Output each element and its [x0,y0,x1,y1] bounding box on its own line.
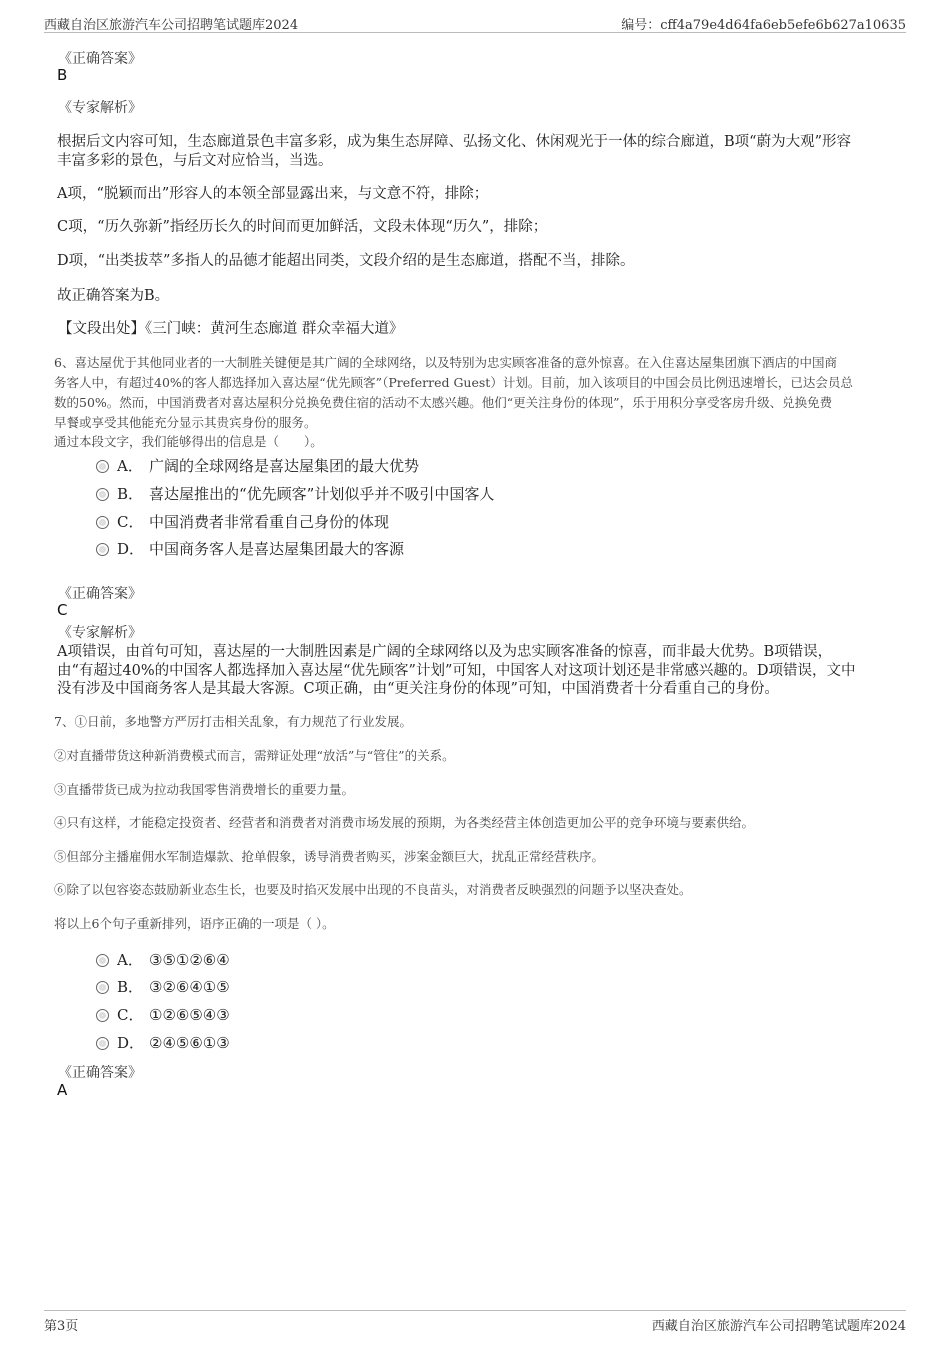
radio-icon[interactable] [96,1009,109,1022]
q5-option-a-note: A项，“脱颖而出”形容人的本领全部显露出来，与文意不符，排除； [57,186,489,202]
q5-analysis-line-2: 丰富多彩的景色，与后文对应恰当，当选。 [57,153,333,169]
q5-analysis-label: 《专家解析》 [58,100,142,116]
page-header [44,12,906,33]
radio-icon[interactable] [96,516,109,529]
q7-sentence-4: ④只有这样，才能稳定投资者、经营者和消费者对消费市场发展的预期，为各类经营主体创造更加公平的竞争环境与要素供给。 [54,815,755,830]
header-title: 西藏自治区旅游汽车公司招聘笔试题库2024 [44,18,299,33]
q7-answer-label: 《正确答案》 [58,1065,142,1081]
page-number: 第3页 [44,1319,79,1334]
q6-option-c[interactable] [96,511,389,532]
q5-analysis-line-1: 根据后文内容可知，生态廊道景色丰富多彩，成为集生态屏障、弘扬文化、休闲观光于一体的综合廊道，B项“蔚为大观”形容 [57,134,851,150]
q7-sentence-3: ③直播带货已成为拉动我国零售消费增长的重要力量。 [54,782,355,797]
q6-answer: C [57,601,68,619]
q5-source: 【文段出处】《三门峡：黄河生态廊道 群众幸福大道》 [58,321,404,337]
header-doc-id: 编号：cff4a79e4d64fa6eb5efe6b627a10635 [621,18,906,33]
q7-option-b[interactable] [96,976,230,997]
option-letter: D． [117,1034,145,1052]
option-letter: C． [117,513,144,531]
option-letter: A． [117,951,143,969]
q7-sentence-2: ②对直播带货这种新消费模式而言，需辩证处理“放活”与“管住”的关系。 [54,748,455,763]
radio-icon[interactable] [96,460,109,473]
radio-icon[interactable] [96,488,109,501]
q6-stem-line-1: 6、喜达屋优于其他同业者的一大制胜关键便是其广阔的全球网络，以及特别为忠实顾客准备的意外惊喜。在入住喜达屋集团旗下酒店的中国商 [54,355,837,370]
q6-option-a[interactable] [96,455,419,476]
page-footer [44,1310,906,1335]
option-letter: D． [117,540,145,558]
option-letter: B． [117,978,144,996]
option-text: ③⑤①②⑥④ [149,951,230,969]
radio-icon[interactable] [96,981,109,994]
option-text: 喜达屋推出的“优先顾客”计划似乎并不吸引中国客人 [149,485,495,503]
option-text: ②④⑤⑥①③ [149,1034,230,1052]
q6-stem-line-4: 早餐或享受其他能充分显示其贵宾身份的服务。 [54,415,317,430]
q6-stem-line-3: 数的50%。然而，中国消费者对喜达屋积分兑换免费住宿的活动不太感兴趣。他们“更关注身份的体现”，乐于用积分享受客房升级、兑换免费 [54,395,833,410]
option-text: 中国商务客人是喜达屋集团最大的客源 [149,540,405,558]
q6-option-d[interactable] [96,538,404,559]
q5-option-d-note: D项，“出类拔萃”多指人的品德才能超出同类，文段介绍的是生态廊道，搭配不当，排除。 [57,253,635,269]
q6-analysis-line-2: 由“有超过40%的中国客人都选择加入喜达屋“优先顾客”计划”可知，中国客人对这项计划还是非常感兴趣的。D项错误，文中 [57,663,856,679]
option-letter: B． [117,485,144,503]
radio-icon[interactable] [96,1037,109,1050]
q6-stem-line-2: 务客人中，有超过40%的客人都选择加入喜达屋“优先顾客”（Preferred Guest）计划。目前，加入该项目的中国会员比例迅速增长，已达会员总 [54,375,853,390]
q6-answer-label: 《正确答案》 [58,586,142,602]
footer-title: 西藏自治区旅游汽车公司招聘笔试题库2024 [651,1319,906,1334]
q7-option-d[interactable] [96,1032,230,1053]
option-text: ①②⑥⑤④③ [149,1006,230,1024]
q7-option-c[interactable] [96,1004,230,1025]
radio-icon[interactable] [96,543,109,556]
option-text: ③②⑥④①⑤ [149,978,230,996]
q6-option-b[interactable] [96,483,494,504]
q7-sentence-6: ⑥除了以包容姿态鼓励新业态生长，也要及时掐灭发展中出现的不良苗头，对消费者反映强烈的问题予以坚决查处。 [54,882,692,897]
q7-sentence-1: 7、①日前，多地警方严厉打击相关乱象，有力规范了行业发展。 [54,714,412,729]
q6-analysis-line-1: A项错误，由首句可知，喜达屋的一大制胜因素是广阔的全球网络以及为忠实顾客准备的惊喜，而非最大优势。B项错误， [57,644,833,660]
radio-icon[interactable] [96,954,109,967]
q7-sentence-5: ⑤但部分主播雇佣水军制造爆款、抢单假象，诱导消费者购买，涉案金额巨大，扰乱正常经营秩序。 [54,849,605,864]
q7-question: 将以上6个句子重新排列，语序正确的一项是（ ）。 [54,916,335,931]
q7-option-a[interactable] [96,949,230,970]
q6-analysis-label: 《专家解析》 [58,625,142,641]
q7-answer: A [57,1081,68,1099]
q5-option-c-note: C项，“历久弥新”指经历长久的时间而更加鲜活，文段未体现“历久”，排除； [57,219,548,235]
option-text: 广阔的全球网络是喜达屋集团的最大优势 [149,457,420,475]
option-text: 中国消费者非常看重自己身份的体现 [149,513,390,531]
q5-conclusion: 故正确答案为B。 [57,288,170,304]
q6-question: 通过本段文字，我们能够得出的信息是（ ）。 [54,434,323,449]
option-letter: C． [117,1006,144,1024]
option-letter: A． [117,457,143,475]
q6-analysis-line-3: 没有涉及中国商务客人是其最大客源。C项正确，由“更关注身份的体现”可知，中国消费者十分看重自己的身份。 [57,681,779,697]
q5-answer: B [57,66,68,84]
q5-answer-label: 《正确答案》 [58,51,142,67]
